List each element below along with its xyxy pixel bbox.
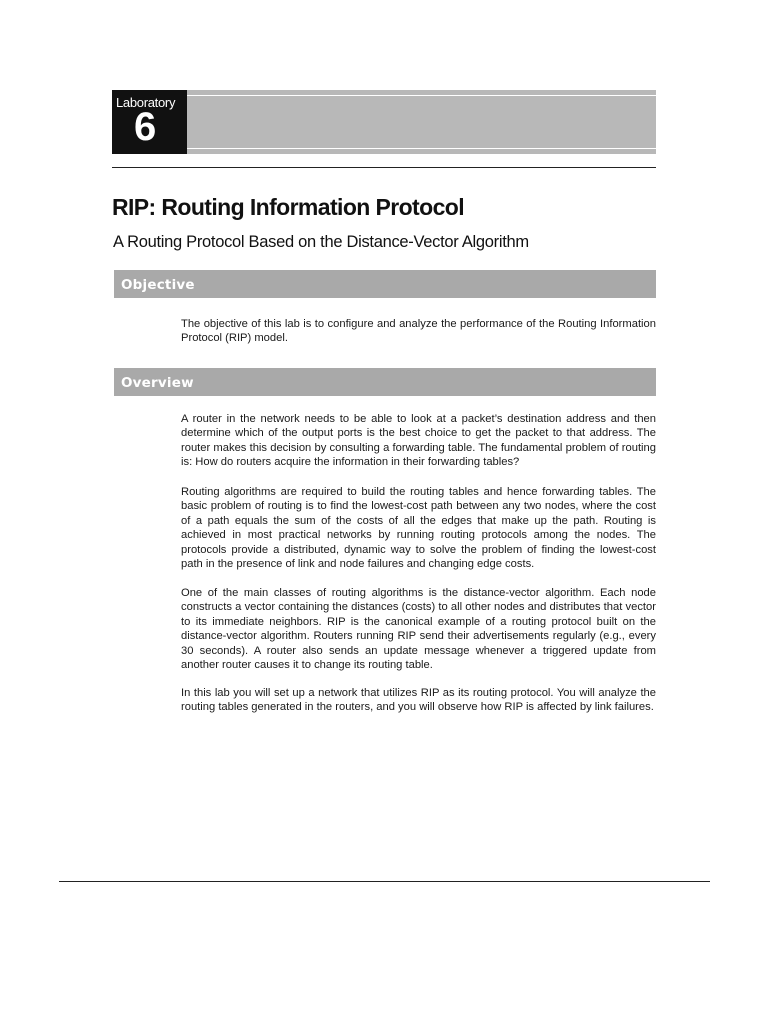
lab-header-band <box>112 90 656 154</box>
overview-paragraph-4: In this lab you will set up a network that utilizes RIP as its routing protocol. You will analyze the routing tables generated in the routers, and you will observe how RIP is affected by link failures. <box>181 687 656 714</box>
header-band-top-line <box>187 95 656 96</box>
objective-heading: Objective <box>121 277 195 293</box>
header-band-bottom-line <box>187 148 656 149</box>
lab-number-box <box>112 90 187 154</box>
overview-heading: Overview <box>121 375 194 391</box>
page-subtitle: A Routing Protocol Based on the Distance-Vector Algorithm <box>113 233 529 251</box>
overview-section-bar <box>114 368 656 396</box>
objective-paragraph: The objective of this lab is to configure and analyze the performance of the Routing Information Protocol (RIP) model. <box>181 318 656 345</box>
top-divider <box>112 167 656 168</box>
overview-paragraph-3: One of the main classes of routing algorithms is the distance-vector algorithm. Each node constructs a vector containing the distances (costs) to all other nodes and distributes that vector to its immediate neighbors. RIP is the canonical example of a routing protocol built on the distance-vector algorithm. Routers running RIP send their advertisements regularly (e.g., every 30 seconds). A router also sends an update message whenever a triggered update from another router causes it to change its routing table. <box>181 587 656 672</box>
lab-label-word: Laboratory <box>116 95 176 110</box>
page-title: RIP: Routing Information Protocol <box>112 194 464 220</box>
lab-label-number: 6 <box>134 105 157 149</box>
objective-section-bar <box>114 270 656 298</box>
bottom-divider <box>59 881 710 882</box>
overview-paragraph-2: Routing algorithms are required to build the routing tables and hence forwarding tables. The basic problem of routing is to find the lowest-cost path between any two nodes, where the cost of a path equals the sum of the costs of all the edges that make up the path. Routing is achieved in most practical networks by running routing protocols among the nodes. The protocols provide a distributed, dynamic way to solve the problem of finding the lowest-cost path in the presence of link and node failures and changing edge costs. <box>181 486 656 571</box>
overview-paragraph-1: A router in the network needs to be able to look at a packet’s destination address and then determine which of the output ports is the best choice to get the packet to that address. The router makes this decision by consulting a forwarding table. The fundamental problem of routing is: How do routers acquire the information in their forwarding tables? <box>181 413 656 469</box>
